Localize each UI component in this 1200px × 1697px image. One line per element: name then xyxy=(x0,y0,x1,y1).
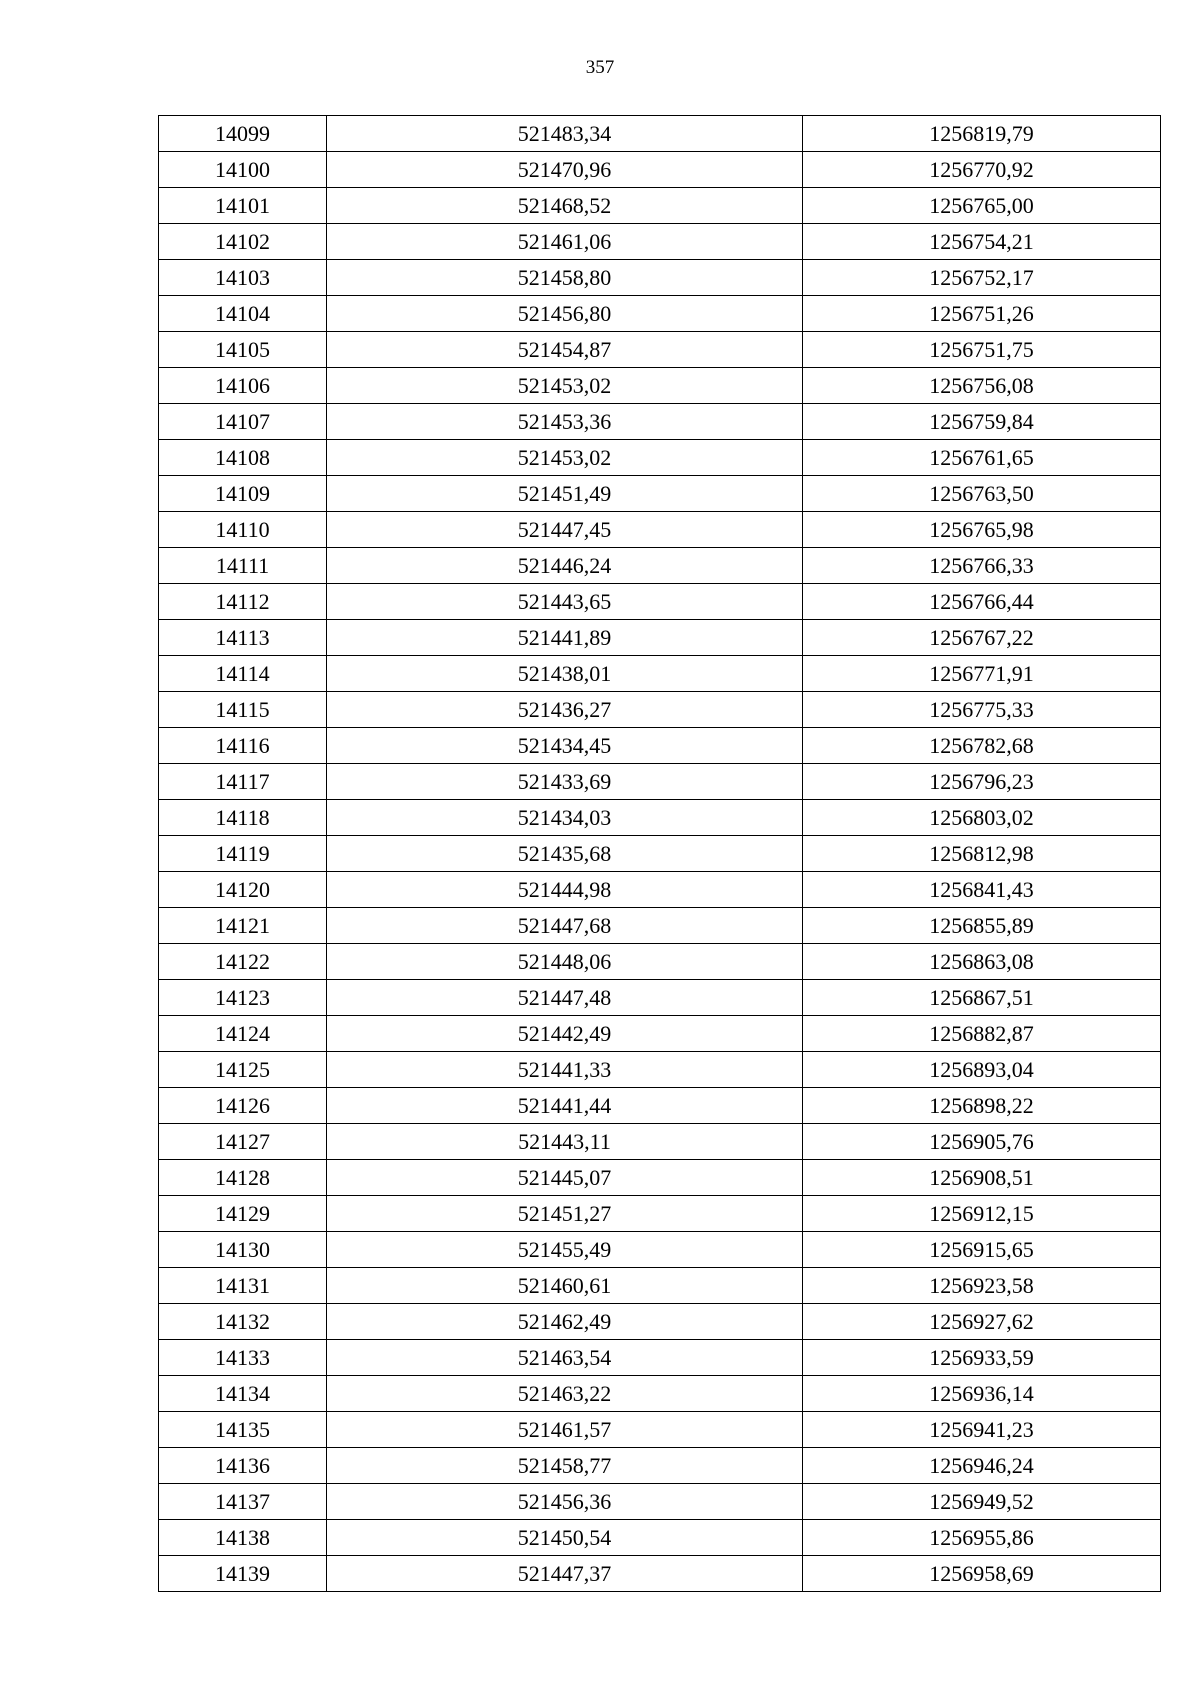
x-coordinate-cell: 521463,22 xyxy=(327,1376,803,1412)
table-row xyxy=(159,908,1161,944)
table-row xyxy=(159,728,1161,764)
y-coordinate-cell: 1256882,87 xyxy=(803,1016,1161,1052)
point-number-cell: 14132 xyxy=(159,1304,327,1340)
x-coordinate-cell: 521442,49 xyxy=(327,1016,803,1052)
y-coordinate-cell: 1256767,22 xyxy=(803,620,1161,656)
y-coordinate-cell: 1256765,00 xyxy=(803,188,1161,224)
point-number-cell: 14109 xyxy=(159,476,327,512)
y-coordinate-cell: 1256819,79 xyxy=(803,116,1161,152)
table-row xyxy=(159,692,1161,728)
table-row xyxy=(159,1556,1161,1592)
table-row xyxy=(159,836,1161,872)
y-coordinate-cell: 1256933,59 xyxy=(803,1340,1161,1376)
y-coordinate-cell: 1256905,76 xyxy=(803,1124,1161,1160)
table-row xyxy=(159,1376,1161,1412)
page-number: 357 xyxy=(585,57,615,78)
point-number-cell: 14129 xyxy=(159,1196,327,1232)
point-number-cell: 14125 xyxy=(159,1052,327,1088)
y-coordinate-cell: 1256927,62 xyxy=(803,1304,1161,1340)
point-number-cell: 14102 xyxy=(159,224,327,260)
table-row xyxy=(159,1304,1161,1340)
x-coordinate-cell: 521441,44 xyxy=(327,1088,803,1124)
table-row xyxy=(159,1124,1161,1160)
point-number-cell: 14122 xyxy=(159,944,327,980)
x-coordinate-cell: 521454,87 xyxy=(327,332,803,368)
x-coordinate-cell: 521436,27 xyxy=(327,692,803,728)
point-number-cell: 14107 xyxy=(159,404,327,440)
y-coordinate-cell: 1256765,98 xyxy=(803,512,1161,548)
x-coordinate-cell: 521447,48 xyxy=(327,980,803,1016)
point-number-cell: 14113 xyxy=(159,620,327,656)
table-row xyxy=(159,1412,1161,1448)
point-number-cell: 14126 xyxy=(159,1088,327,1124)
table-row xyxy=(159,512,1161,548)
point-number-cell: 14108 xyxy=(159,440,327,476)
y-coordinate-cell: 1256766,33 xyxy=(803,548,1161,584)
y-coordinate-cell: 1256751,26 xyxy=(803,296,1161,332)
x-coordinate-cell: 521468,52 xyxy=(327,188,803,224)
y-coordinate-cell: 1256908,51 xyxy=(803,1160,1161,1196)
point-number-cell: 14104 xyxy=(159,296,327,332)
x-coordinate-cell: 521461,57 xyxy=(327,1412,803,1448)
point-number-cell: 14115 xyxy=(159,692,327,728)
table-row xyxy=(159,332,1161,368)
x-coordinate-cell: 521458,80 xyxy=(327,260,803,296)
y-coordinate-cell: 1256763,50 xyxy=(803,476,1161,512)
x-coordinate-cell: 521438,01 xyxy=(327,656,803,692)
x-coordinate-cell: 521434,45 xyxy=(327,728,803,764)
table-row xyxy=(159,1340,1161,1376)
point-number-cell: 14130 xyxy=(159,1232,327,1268)
point-number-cell: 14121 xyxy=(159,908,327,944)
point-number-cell: 14124 xyxy=(159,1016,327,1052)
x-coordinate-cell: 521453,02 xyxy=(327,440,803,476)
table-row xyxy=(159,1016,1161,1052)
table-row xyxy=(159,296,1161,332)
x-coordinate-cell: 521470,96 xyxy=(327,152,803,188)
x-coordinate-cell: 521453,36 xyxy=(327,404,803,440)
table-row xyxy=(159,1448,1161,1484)
point-number-cell: 14123 xyxy=(159,980,327,1016)
y-coordinate-cell: 1256863,08 xyxy=(803,944,1161,980)
table-row xyxy=(159,548,1161,584)
x-coordinate-cell: 521483,34 xyxy=(327,116,803,152)
y-coordinate-cell: 1256766,44 xyxy=(803,584,1161,620)
table-row xyxy=(159,872,1161,908)
table-row xyxy=(159,584,1161,620)
table-row xyxy=(159,944,1161,980)
point-number-cell: 14105 xyxy=(159,332,327,368)
x-coordinate-cell: 521451,27 xyxy=(327,1196,803,1232)
point-number-cell: 14137 xyxy=(159,1484,327,1520)
y-coordinate-cell: 1256923,58 xyxy=(803,1268,1161,1304)
x-coordinate-cell: 521447,37 xyxy=(327,1556,803,1592)
y-coordinate-cell: 1256936,14 xyxy=(803,1376,1161,1412)
y-coordinate-cell: 1256771,91 xyxy=(803,656,1161,692)
y-coordinate-cell: 1256855,89 xyxy=(803,908,1161,944)
x-coordinate-cell: 521462,49 xyxy=(327,1304,803,1340)
point-number-cell: 14101 xyxy=(159,188,327,224)
table-row xyxy=(159,404,1161,440)
x-coordinate-cell: 521458,77 xyxy=(327,1448,803,1484)
x-coordinate-cell: 521435,68 xyxy=(327,836,803,872)
table-row xyxy=(159,1268,1161,1304)
table-row xyxy=(159,260,1161,296)
table-row xyxy=(159,476,1161,512)
x-coordinate-cell: 521444,98 xyxy=(327,872,803,908)
point-number-cell: 14111 xyxy=(159,548,327,584)
point-number-cell: 14134 xyxy=(159,1376,327,1412)
y-coordinate-cell: 1256893,04 xyxy=(803,1052,1161,1088)
y-coordinate-cell: 1256912,15 xyxy=(803,1196,1161,1232)
x-coordinate-cell: 521447,45 xyxy=(327,512,803,548)
x-coordinate-cell: 521443,11 xyxy=(327,1124,803,1160)
point-number-cell: 14110 xyxy=(159,512,327,548)
x-coordinate-cell: 521445,07 xyxy=(327,1160,803,1196)
point-number-cell: 14138 xyxy=(159,1520,327,1556)
y-coordinate-cell: 1256754,21 xyxy=(803,224,1161,260)
point-number-cell: 14116 xyxy=(159,728,327,764)
x-coordinate-cell: 521450,54 xyxy=(327,1520,803,1556)
table-row xyxy=(159,1052,1161,1088)
x-coordinate-cell: 521456,80 xyxy=(327,296,803,332)
y-coordinate-cell: 1256958,69 xyxy=(803,1556,1161,1592)
point-number-cell: 14099 xyxy=(159,116,327,152)
x-coordinate-cell: 521447,68 xyxy=(327,908,803,944)
y-coordinate-cell: 1256759,84 xyxy=(803,404,1161,440)
point-number-cell: 14133 xyxy=(159,1340,327,1376)
point-number-cell: 14136 xyxy=(159,1448,327,1484)
x-coordinate-cell: 521451,49 xyxy=(327,476,803,512)
y-coordinate-cell: 1256812,98 xyxy=(803,836,1161,872)
point-number-cell: 14119 xyxy=(159,836,327,872)
table-row xyxy=(159,1520,1161,1556)
table-row xyxy=(159,656,1161,692)
point-number-cell: 14120 xyxy=(159,872,327,908)
x-coordinate-cell: 521448,06 xyxy=(327,944,803,980)
coordinates-table-body xyxy=(159,116,1161,1592)
x-coordinate-cell: 521441,33 xyxy=(327,1052,803,1088)
point-number-cell: 14117 xyxy=(159,764,327,800)
x-coordinate-cell: 521443,65 xyxy=(327,584,803,620)
table-row xyxy=(159,1160,1161,1196)
table-row xyxy=(159,224,1161,260)
y-coordinate-cell: 1256915,65 xyxy=(803,1232,1161,1268)
x-coordinate-cell: 521453,02 xyxy=(327,368,803,404)
y-coordinate-cell: 1256949,52 xyxy=(803,1484,1161,1520)
y-coordinate-cell: 1256756,08 xyxy=(803,368,1161,404)
y-coordinate-cell: 1256796,23 xyxy=(803,764,1161,800)
y-coordinate-cell: 1256752,17 xyxy=(803,260,1161,296)
table-row xyxy=(159,980,1161,1016)
y-coordinate-cell: 1256955,86 xyxy=(803,1520,1161,1556)
y-coordinate-cell: 1256751,75 xyxy=(803,332,1161,368)
point-number-cell: 14128 xyxy=(159,1160,327,1196)
table-row xyxy=(159,764,1161,800)
x-coordinate-cell: 521446,24 xyxy=(327,548,803,584)
point-number-cell: 14135 xyxy=(159,1412,327,1448)
table-row xyxy=(159,116,1161,152)
x-coordinate-cell: 521433,69 xyxy=(327,764,803,800)
y-coordinate-cell: 1256761,65 xyxy=(803,440,1161,476)
x-coordinate-cell: 521461,06 xyxy=(327,224,803,260)
y-coordinate-cell: 1256867,51 xyxy=(803,980,1161,1016)
y-coordinate-cell: 1256782,68 xyxy=(803,728,1161,764)
x-coordinate-cell: 521455,49 xyxy=(327,1232,803,1268)
table-row xyxy=(159,1232,1161,1268)
y-coordinate-cell: 1256803,02 xyxy=(803,800,1161,836)
x-coordinate-cell: 521441,89 xyxy=(327,620,803,656)
table-row xyxy=(159,620,1161,656)
table-row xyxy=(159,368,1161,404)
table-row xyxy=(159,1088,1161,1124)
x-coordinate-cell: 521456,36 xyxy=(327,1484,803,1520)
y-coordinate-cell: 1256841,43 xyxy=(803,872,1161,908)
point-number-cell: 14103 xyxy=(159,260,327,296)
x-coordinate-cell: 521463,54 xyxy=(327,1340,803,1376)
point-number-cell: 14139 xyxy=(159,1556,327,1592)
y-coordinate-cell: 1256941,23 xyxy=(803,1412,1161,1448)
table-row xyxy=(159,188,1161,224)
table-row xyxy=(159,152,1161,188)
point-number-cell: 14100 xyxy=(159,152,327,188)
point-number-cell: 14127 xyxy=(159,1124,327,1160)
point-number-cell: 14112 xyxy=(159,584,327,620)
y-coordinate-cell: 1256898,22 xyxy=(803,1088,1161,1124)
point-number-cell: 14106 xyxy=(159,368,327,404)
y-coordinate-cell: 1256770,92 xyxy=(803,152,1161,188)
y-coordinate-cell: 1256946,24 xyxy=(803,1448,1161,1484)
point-number-cell: 14114 xyxy=(159,656,327,692)
table-row xyxy=(159,800,1161,836)
coordinates-table xyxy=(158,115,1161,1592)
point-number-cell: 14131 xyxy=(159,1268,327,1304)
table-row xyxy=(159,440,1161,476)
table-row xyxy=(159,1484,1161,1520)
x-coordinate-cell: 521434,03 xyxy=(327,800,803,836)
table-row xyxy=(159,1196,1161,1232)
x-coordinate-cell: 521460,61 xyxy=(327,1268,803,1304)
y-coordinate-cell: 1256775,33 xyxy=(803,692,1161,728)
point-number-cell: 14118 xyxy=(159,800,327,836)
